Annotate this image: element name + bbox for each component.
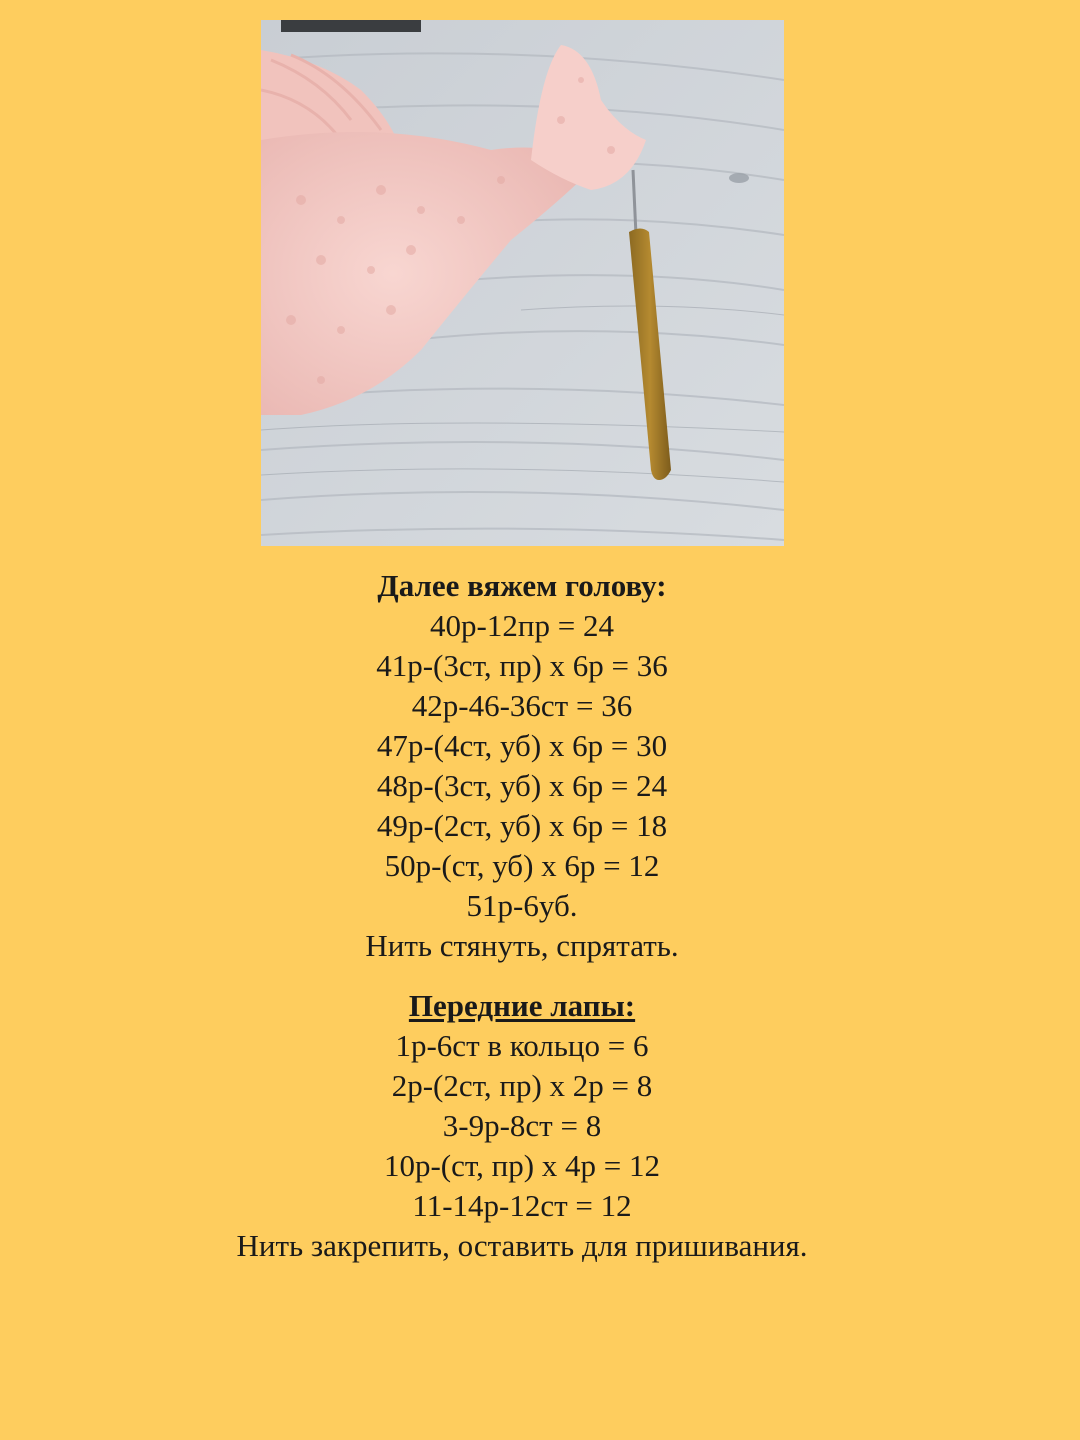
pattern-row: 49р-(2ст, уб) х 6р = 18 [376, 808, 668, 843]
pattern-row: 41р-(3ст, пр) х 6р = 36 [376, 648, 668, 683]
pattern-row: 10р-(ст, пр) х 4р = 12 [383, 1148, 661, 1183]
crochet-photo-illustration [261, 20, 784, 546]
section-heading: Далее вяжем голову: [377, 568, 667, 603]
pattern-row: 51р-6уб. [466, 888, 578, 923]
section-heading: Передние лапы: [408, 988, 636, 1023]
pattern-row: 47р-(4ст, уб) х 6р = 30 [376, 728, 668, 763]
pattern-row: 50р-(ст, уб) х 6р = 12 [384, 848, 660, 883]
pattern-note: Нить стянуть, спрятать. [365, 928, 679, 963]
pattern-row: 3-9р-8ст = 8 [442, 1108, 602, 1143]
pattern-note: Нить закрепить, оставить для пришивания. [236, 1228, 808, 1263]
pattern-row: 11-14р-12ст = 12 [412, 1188, 632, 1223]
dark-object [281, 20, 421, 32]
pattern-row: 1р-6ст в кольцо = 6 [395, 1028, 649, 1063]
pattern-row: 42р-46-36ст = 36 [411, 688, 633, 723]
pattern-row: 40р-12пр = 24 [430, 608, 614, 643]
pattern-row: 2р-(2ст, пр) х 2р = 8 [391, 1068, 653, 1103]
crochet-photo [261, 20, 784, 546]
paws-instructions [0, 986, 1044, 1266]
head-instructions [0, 566, 1044, 966]
pattern-row: 48р-(3ст, уб) х 6р = 24 [376, 768, 668, 803]
